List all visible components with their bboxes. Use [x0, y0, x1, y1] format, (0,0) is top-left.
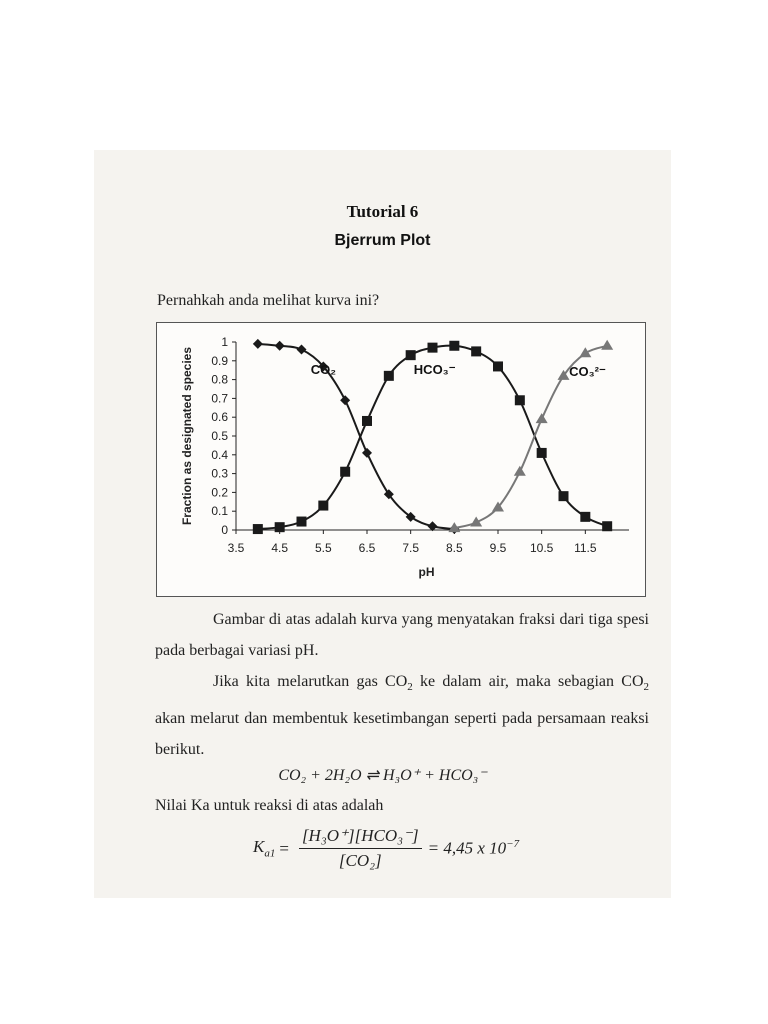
y-axis-label: Fraction as designated species — [180, 346, 194, 526]
diamond-marker — [297, 345, 307, 355]
bjerrum-chart — [156, 322, 646, 597]
paragraph-1 — [155, 604, 649, 666]
y-tick-label: 0.8 — [211, 372, 228, 387]
x-tick-label: 4.5 — [271, 541, 289, 555]
square-marker — [449, 341, 459, 351]
y-tick-label: 0.7 — [211, 391, 228, 406]
reaction-equation: CO₂ + 2H₂O ⇌ H₃O⁺ + HCO₃⁻ — [278, 767, 487, 784]
x-tick-label: 3.5 — [227, 541, 245, 555]
square-marker — [384, 371, 394, 381]
paragraph-2-sub-a: 2 — [407, 681, 413, 694]
y-tick-label: 1 — [221, 335, 228, 349]
x-tick-label: 11.5 — [574, 541, 597, 555]
tutorial-title: Tutorial 6 — [346, 202, 419, 221]
square-marker — [362, 416, 372, 426]
document-page — [94, 150, 671, 898]
square-marker — [515, 395, 525, 405]
triangle-marker — [536, 413, 548, 423]
y-tick-label: 0.6 — [211, 410, 228, 425]
paragraph-2-text-a: Jika kita melarutkan gas CO — [213, 673, 408, 690]
series-label: HCO₃⁻ — [413, 361, 456, 377]
paragraph-2-sub-b: 2 — [643, 681, 649, 694]
x-tick-label: 7.5 — [402, 541, 420, 555]
square-marker — [602, 521, 612, 531]
square-marker — [471, 346, 481, 356]
square-marker — [318, 501, 328, 511]
ka-fraction — [299, 826, 422, 871]
paragraph-2-text-b: ke dalam air, maka sebagian CO — [412, 673, 644, 690]
ka-value: = 4,45 x $10^{-7}$ — [427, 838, 520, 858]
x-tick-label: 9.5 — [489, 541, 507, 555]
intro-question: Pernahkah anda melihat kurva ini? — [157, 292, 380, 309]
series-label: CO₃²⁻ — [569, 363, 606, 379]
square-marker — [493, 361, 503, 371]
y-tick-label: 0.3 — [211, 466, 228, 481]
diamond-marker — [253, 339, 263, 349]
series-label: CO₂ — [310, 361, 336, 377]
diamond-marker — [275, 341, 285, 351]
y-tick-label: 0.1 — [211, 504, 228, 519]
y-tick-label: 0.5 — [211, 429, 228, 443]
x-tick-label: 10.5 — [529, 541, 554, 555]
square-marker — [253, 524, 263, 534]
x-tick-label: 8.5 — [445, 541, 463, 555]
paragraph-1-text: Gambar di atas adalah kurva yang menyatakan fraksi dari tiga spesi pada berbagai variasi pH. — [155, 611, 649, 659]
ka-denominator: [CO₂] — [338, 851, 382, 870]
square-marker — [340, 467, 350, 477]
square-marker — [275, 522, 285, 532]
y-tick-label: 0 — [221, 523, 228, 537]
triangle-marker — [601, 340, 613, 350]
square-marker — [406, 350, 416, 360]
y-tick-label: 0.4 — [211, 447, 228, 462]
square-marker — [559, 491, 569, 501]
triangle-marker — [514, 466, 526, 476]
square-marker — [580, 512, 590, 522]
triangle-marker — [579, 347, 591, 357]
ka-intro: Nilai Ka untuk reaksi di atas adalah — [155, 797, 384, 814]
ka-numerator: [H₃O⁺][HCO₃⁻] — [299, 826, 422, 849]
x-tick-label: 6.5 — [358, 541, 376, 555]
y-tick-label: 0.9 — [211, 353, 228, 368]
diamond-marker — [340, 395, 350, 405]
square-marker — [297, 517, 307, 527]
square-marker — [428, 343, 438, 353]
paragraph-2-text-c: akan melarut dan membentuk kesetimbangan seperti pada persamaan reaksi berikut. — [155, 710, 649, 759]
square-marker — [537, 448, 547, 458]
ka-equation: $K_{a1}$ = $\frac{\text{[H₃O⁺][HCO₃⁻]}}{\text{[CO₂]}}$ = 4,45 x $10^{-7}$ — [253, 826, 520, 870]
x-axis-label: pH — [418, 565, 435, 579]
y-tick-label: 0.2 — [211, 485, 228, 500]
chart-svg — [157, 323, 645, 596]
paragraph-2 — [155, 666, 649, 765]
diamond-marker — [362, 448, 372, 458]
plot-title: Bjerrum Plot — [334, 232, 431, 249]
x-tick-label: 5.5 — [314, 541, 332, 555]
ka-lhs: $K_{a1}$ — [253, 837, 276, 860]
